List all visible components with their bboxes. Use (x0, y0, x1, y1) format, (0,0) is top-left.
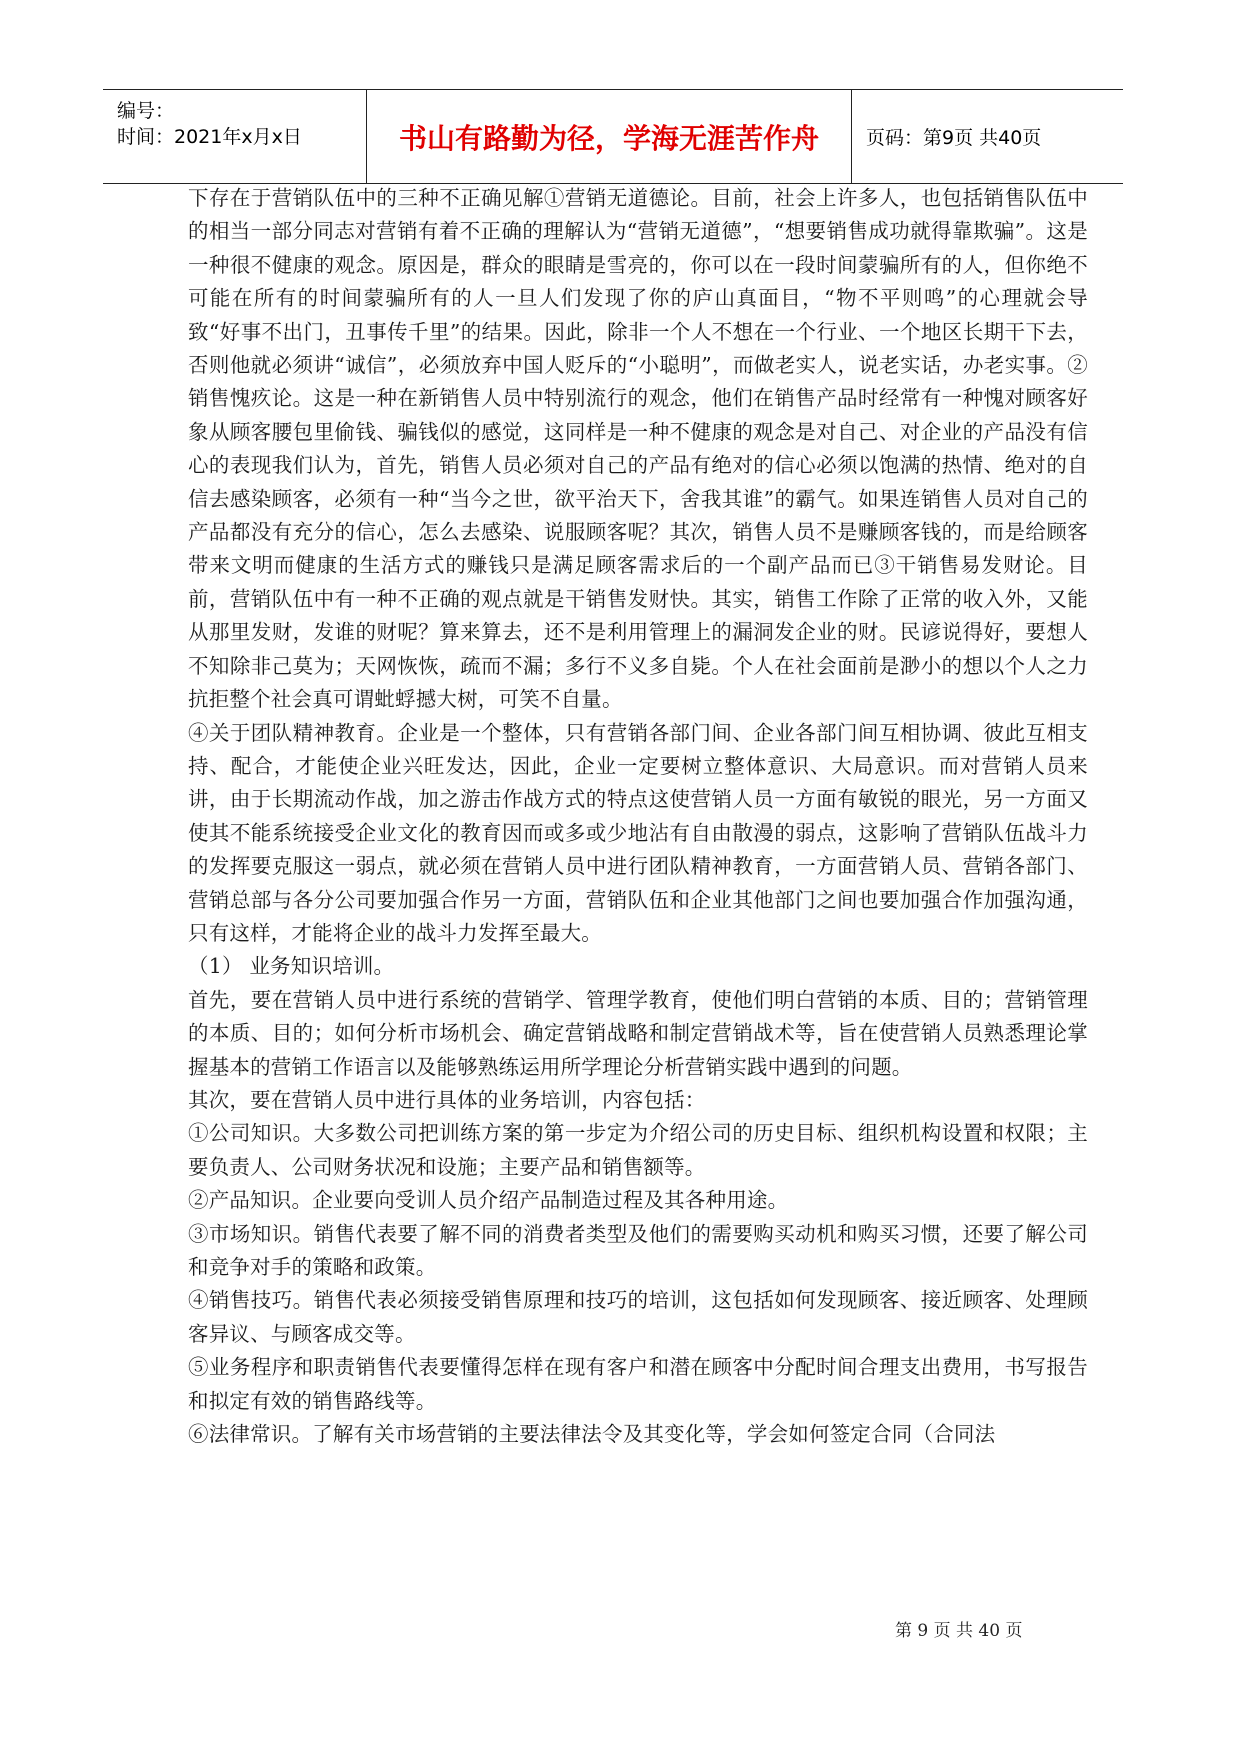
header-motto: 书山有路勤为径，学海无涯苦作舟 (367, 90, 852, 183)
paragraph: ③市场知识。销售代表要了解不同的消费者类型及他们的需要购买动机和购买习惯，还要了解公司和竞争对手的策略和政策。 (188, 1221, 1088, 1279)
paragraph: （1） 业务知识培训。 (188, 954, 395, 979)
paragraph: 首先，要在营销人员中进行系统的营销学、管理学教育，使他们明白营销的本质、目的；营销管理的本质、目的；如何分析市场机会、确定营销战略和制定营销战术等，旨在使营销人员熟悉理论掌握基本的营销工作语言以及能够熟练运用所学理论分析营销实践中遇到的问题。 (188, 987, 1088, 1079)
page-header (103, 89, 1123, 184)
paragraph: 下存在于营销队伍中的三种不正确见解①营销无道德论。目前，社会上许多人，也包括销售队伍中的相当一部分同志对营销有着不正确的理解认为“营销无道德”，“想要销售成功就得靠欺骗”。这是一种很不健康的观念。原因是，群众的眼睛是雪亮的，你可以在一段时间蒙骗所有的人，但你绝不可能在所有的时间蒙骗所有的人一旦人们发现了你的庐山真面目，“物不平则鸣”的心理就会导致“好事不出门，丑事传千里”的结果。因此，除非一个人不想在一个行业、一个地区长期干下去，否则他就必须讲“诚信”，必须放弃中国人贬斥的“小聪明”，而做老实人，说老实话，办老实事。②销售愧疚论。这是一种在新销售人员中特别流行的观念，他们在销售产品时经常有一种愧对顾客好象从顾客腰包里偷钱、骗钱似的感觉，这同样是一种不健康的观念是对自己、对企业的产品没有信心的表现我们认为，首先，销售人员必须对自己的产品有绝对的信心必须以饱满的热情、绝对的自信去感染顾客，必须有一种“当今之世，欲平治天下，舍我其谁”的霸气。如果连销售人员对自己的产品都没有充分的信心，怎么去感染、说服顾客呢？其次，销售人员不是赚顾客钱的，而是给顾客带来文明而健康的生活方式的赚钱只是满足顾客需求后的一个副产品而已③干销售易发财论。目前，营销队伍中有一种不正确的观点就是干销售发财快。其实，销售工作除了正常的收入外，又能从那里发财，发谁的财呢？算来算去，还不是利用管理上的漏洞发企业的财。民谚说得好，要想人不知除非己莫为；天网恢恢，疏而不漏；多行不义多自毙。个人在社会面前是渺小的想以个人之力抗拒整个社会真可谓蚍蜉撼大树，可笑不自量。 (188, 186, 1088, 712)
paragraph: 其次，要在营销人员中进行具体的业务培训，内容包括： (188, 1087, 706, 1112)
document-body (188, 182, 1088, 1451)
header-page-label: 页码：第9页 共40页 (866, 127, 1042, 149)
header-meta (103, 90, 367, 183)
paragraph: ④关于团队精神教育。企业是一个整体，只有营销各部门间、企业各部门间互相协调、彼此互相支持、配合，才能使企业兴旺发达，因此，企业一定要树立整体意识、大局意识。而对营销人员来讲，由于长期流动作战，加之游击作战方式的特点这使营销人员一方面有敏锐的眼光，另一方面又使其不能系统接受企业文化的教育因而或多或少地沾有自由散漫的弱点，这影响了营销队伍战斗力的发挥要克服这一弱点，就必须在营销人员中进行团队精神教育，一方面营销人员、营销各部门、营销总部与各分公司要加强合作另一方面，营销队伍和企业其他部门之间也要加强合作加强沟通，只有这样，才能将企业的战斗力发挥至最大。 (188, 720, 1088, 945)
number-label: 编号： (117, 100, 175, 122)
paragraph: ④销售技巧。销售代表必须接受销售原理和技巧的培训，这包括如何发现顾客、接近顾客、处理顾客异议、与顾客成交等。 (188, 1288, 1088, 1346)
time-label: 时间：2021年x月x日 (117, 126, 302, 148)
paragraph: ①公司知识。大多数公司把训练方案的第一步定为介绍公司的历史目标、组织机构设置和权限；主要负责人、公司财务状况和设施；主要产品和销售额等。 (188, 1121, 1088, 1179)
paragraph: ⑥法律常识。了解有关市场营销的主要法律法令及其变化等，学会如何签定合同（合同法 (188, 1422, 996, 1447)
paragraph: ⑤业务程序和职责销售代表要懂得怎样在现有客户和潜在顾客中分配时间合理支出费用，书写报告和拟定有效的销售路线等。 (188, 1355, 1088, 1413)
page-footer: 第 9 页 共 40 页 (895, 1621, 1023, 1641)
paragraph: ②产品知识。企业要向受训人员介绍产品制造过程及其各种用途。 (188, 1188, 789, 1213)
